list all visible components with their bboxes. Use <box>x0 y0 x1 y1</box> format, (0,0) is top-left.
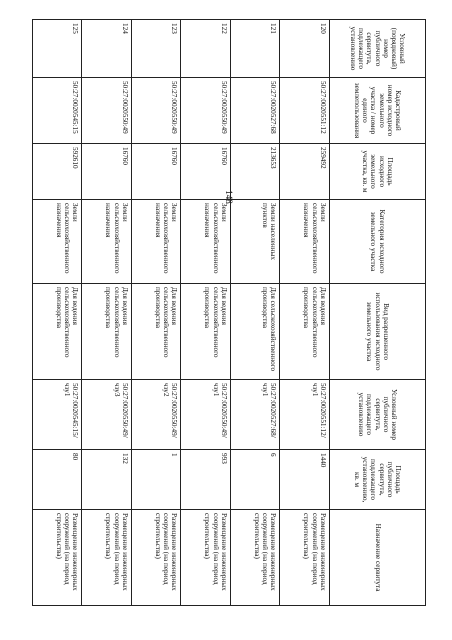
parcel-area: 213653 <box>231 144 281 200</box>
servitude-purpose: Размещение инженерных сооружений (на период строительства) <box>280 510 330 606</box>
servitude-purpose: Размещение инженерных сооружений (на период строительства) <box>82 510 132 606</box>
servitude-area: 1 <box>132 450 182 510</box>
page-number: 148 <box>223 190 234 204</box>
permitted-use: Для ведения сельскохозяйственного производства <box>280 284 330 380</box>
cadastral-number: 50:27:0020550:49 <box>82 78 132 144</box>
header-row <box>330 20 426 606</box>
column-header: Вид разрешенного использования исходного земельного участка <box>330 284 426 380</box>
land-category: Земли населенных пунктов <box>231 200 281 284</box>
row-number: 123 <box>132 20 182 78</box>
servitude-number: 50:27:0020550:49/чзу3 <box>82 380 132 450</box>
table-row <box>33 20 83 606</box>
land-category: Земли сельскохозяйственного назначения <box>280 200 330 284</box>
parcel-area: 16760 <box>181 144 231 200</box>
land-category: Земли сельскохозяйственного назначения <box>82 200 132 284</box>
parcel-area: 592610 <box>33 144 83 200</box>
servitude-area: 6 <box>231 450 281 510</box>
table-row <box>181 20 231 606</box>
servitude-area: 993 <box>181 450 231 510</box>
table-row <box>132 20 182 606</box>
servitude-number: 50:27:0020550:49/чзу2 <box>132 380 182 450</box>
cadastral-number: 50:27:0020550:49 <box>181 78 231 144</box>
servitude-area: 1440 <box>280 450 330 510</box>
column-header: Категория исходного земельного участка <box>330 200 426 284</box>
permitted-use: Для ведения сельскохозяйственного производства <box>33 284 83 380</box>
row-number: 125 <box>33 20 83 78</box>
cadastral-number: 50:27:0020527:68 <box>231 78 281 144</box>
column-header: Условный номер публичного сервитута, подлежащего установлению <box>330 380 426 450</box>
servitude-purpose: Размещение инженерных сооружений (на период строительства) <box>181 510 231 606</box>
rotated-table-container <box>32 19 426 605</box>
column-header: Площадь исходного земельного участка, кв. м <box>330 144 426 200</box>
parcel-area: 259492 <box>280 144 330 200</box>
permitted-use: Для ведения сельскохозяйственного производства <box>132 284 182 380</box>
servitude-number: 50:27:0020550:49/чзу1 <box>181 380 231 450</box>
servitude-register-table <box>32 19 426 606</box>
servitude-number: 50:27:0020545:15/чзу1 <box>33 380 83 450</box>
land-category: Земли сельскохозяйственного назначения <box>132 200 182 284</box>
parcel-area: 16760 <box>82 144 132 200</box>
parcel-area: 16760 <box>132 144 182 200</box>
row-number: 124 <box>82 20 132 78</box>
land-category: Земли сельскохозяйственного назначения <box>33 200 83 284</box>
table-row <box>231 20 281 606</box>
table-row <box>280 20 330 606</box>
column-header: Условный (порядковый) номер публичного сервитута, подлежащего установлению <box>330 20 426 78</box>
servitude-area: 132 <box>82 450 132 510</box>
row-number: 120 <box>280 20 330 78</box>
servitude-number: 50:27:0020527:68/чзу1 <box>231 380 281 450</box>
servitude-number: 50:27:0020551:12/чзу1 <box>280 380 330 450</box>
cadastral-number: 50:27:0020545:15 <box>33 78 83 144</box>
row-number: 121 <box>231 20 281 78</box>
permitted-use: Для ведения сельскохозяйственного производства <box>82 284 132 380</box>
cadastral-number: 50:27:0020550:49 <box>132 78 182 144</box>
column-header: Назначение сервитута <box>330 510 426 606</box>
land-category: Земли сельскохозяйственного назначения <box>181 200 231 284</box>
table-row <box>82 20 132 606</box>
servitude-purpose: Размещение инженерных сооружений (на период строительства) <box>231 510 281 606</box>
permitted-use: Для сельскохозяйственного производства <box>231 284 281 380</box>
servitude-purpose: Размещение инженерных сооружений (на период строительства) <box>132 510 182 606</box>
permitted-use: Для ведения сельскохозяйственного производства <box>181 284 231 380</box>
row-number: 122 <box>181 20 231 78</box>
column-header: Площадь публичного сервитута, подлежащего установлению, кв. м <box>330 450 426 510</box>
column-header: Кадастровый номер исходного земельного участка / номер единого землепользования <box>330 78 426 144</box>
servitude-area: 80 <box>33 450 83 510</box>
servitude-purpose: Размещение инженерных сооружений (на период строительства) <box>33 510 83 606</box>
cadastral-number: 50:27:0020551:12 <box>280 78 330 144</box>
